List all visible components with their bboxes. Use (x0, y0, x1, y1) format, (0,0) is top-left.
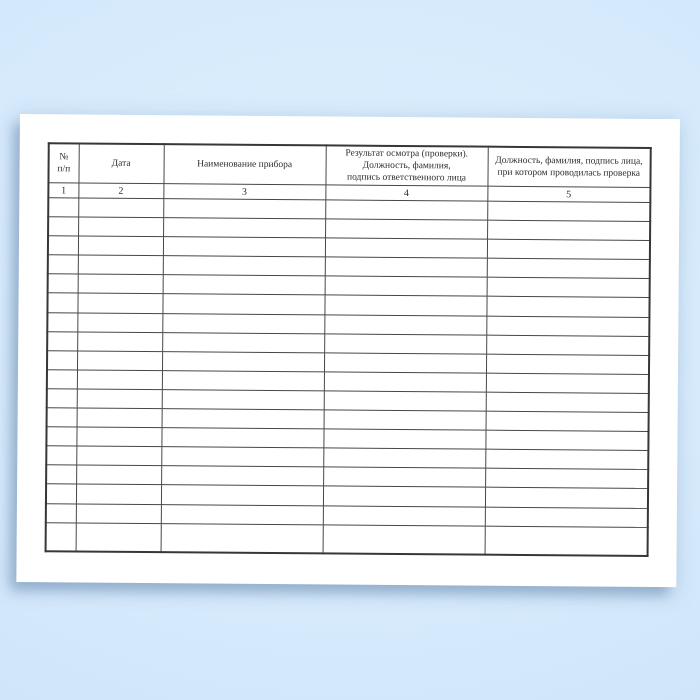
empty-cell (46, 484, 76, 503)
empty-cell (77, 351, 162, 371)
empty-cell (325, 238, 487, 258)
empty-cell (46, 446, 76, 465)
empty-cell (76, 503, 161, 523)
empty-cell (323, 429, 485, 449)
empty-cell (47, 312, 77, 331)
empty-cell (487, 258, 650, 278)
empty-cell (77, 332, 162, 352)
empty-cell (487, 220, 650, 240)
empty-cell (323, 505, 485, 525)
empty-cell (162, 390, 324, 410)
column-number: 2 (78, 183, 163, 199)
empty-cell (324, 295, 486, 315)
empty-cell (324, 314, 486, 334)
empty-cell (161, 485, 323, 505)
empty-cell (46, 427, 76, 446)
col-header-index: № п/п (48, 143, 78, 183)
empty-cell (47, 331, 77, 350)
empty-cell (77, 370, 162, 390)
empty-cell (486, 392, 649, 412)
empty-cell (324, 391, 486, 411)
empty-cell (46, 503, 76, 522)
empty-cell (161, 447, 323, 467)
empty-cell (48, 236, 78, 255)
empty-cell (324, 410, 486, 430)
col-header-witness-official: Должность, фамилия, подпись лица, при котором проводилась проверка (487, 147, 650, 188)
empty-cell (485, 468, 648, 488)
empty-cell (76, 523, 161, 553)
empty-cell (162, 409, 324, 429)
empty-cell (485, 449, 648, 469)
empty-cell (78, 217, 163, 237)
empty-cell (77, 313, 162, 333)
empty-cell (325, 219, 487, 239)
column-number: 3 (163, 184, 325, 200)
empty-cell (161, 504, 323, 524)
empty-cell (47, 370, 77, 389)
empty-cell (485, 507, 648, 527)
empty-cell (162, 332, 324, 352)
empty-cell (323, 448, 485, 468)
empty-cell (486, 411, 649, 431)
empty-cell (162, 370, 324, 390)
empty-cell (48, 217, 78, 236)
empty-cell (47, 389, 77, 408)
empty-cell (47, 350, 77, 369)
empty-cell (324, 372, 486, 392)
empty-cell (486, 316, 649, 336)
empty-cell (485, 430, 648, 450)
inspection-log-table (45, 142, 652, 557)
empty-cell (486, 373, 649, 393)
empty-cell (163, 275, 325, 295)
empty-cell (486, 354, 649, 374)
empty-cell (324, 334, 486, 354)
empty-cell (323, 524, 485, 554)
empty-cell (78, 274, 163, 294)
empty-cell (77, 389, 162, 409)
empty-cell (76, 446, 161, 466)
empty-cell (77, 408, 162, 428)
empty-cell (161, 466, 323, 486)
col-header-device-name: Наименование прибора (163, 144, 325, 185)
empty-cell (162, 294, 324, 314)
empty-cell (486, 335, 649, 355)
empty-cell (485, 526, 648, 556)
empty-cell (161, 523, 323, 553)
empty-cell (162, 351, 324, 371)
empty-cell (48, 198, 78, 217)
column-number: 4 (325, 185, 487, 201)
empty-cell (487, 239, 650, 259)
empty-cell (76, 484, 161, 504)
col-header-date: Дата (78, 143, 163, 183)
empty-cell (325, 276, 487, 296)
empty-cell (163, 218, 325, 238)
empty-cell (163, 256, 325, 276)
empty-cell (47, 408, 77, 427)
empty-cell (324, 353, 486, 373)
empty-cell (161, 428, 323, 448)
table-row (46, 522, 648, 556)
empty-cell (46, 465, 76, 484)
empty-cell (487, 201, 650, 221)
empty-cell (485, 488, 648, 508)
empty-cell (78, 198, 163, 218)
table-header-row (48, 143, 650, 187)
empty-cell (323, 486, 485, 506)
empty-cell (77, 293, 162, 313)
empty-cell (76, 465, 161, 485)
empty-cell (48, 255, 78, 274)
empty-cell (162, 313, 324, 333)
empty-cell (48, 274, 78, 293)
empty-rows (46, 198, 651, 556)
empty-cell (76, 427, 161, 447)
empty-cell (163, 237, 325, 257)
empty-cell (325, 257, 487, 277)
empty-cell (47, 293, 77, 312)
empty-cell (486, 297, 649, 317)
empty-cell (78, 255, 163, 275)
empty-cell (46, 522, 76, 551)
empty-cell (163, 199, 325, 219)
column-number: 1 (48, 183, 78, 198)
empty-cell (323, 467, 485, 487)
empty-cell (78, 236, 163, 256)
column-number: 5 (487, 186, 650, 202)
paper-sheet (16, 114, 680, 587)
col-header-inspection-result: Результат осмотра (проверки). Должность, фамилия, подпись ответственного лица (325, 145, 487, 186)
empty-cell (487, 278, 650, 298)
empty-cell (325, 200, 487, 220)
